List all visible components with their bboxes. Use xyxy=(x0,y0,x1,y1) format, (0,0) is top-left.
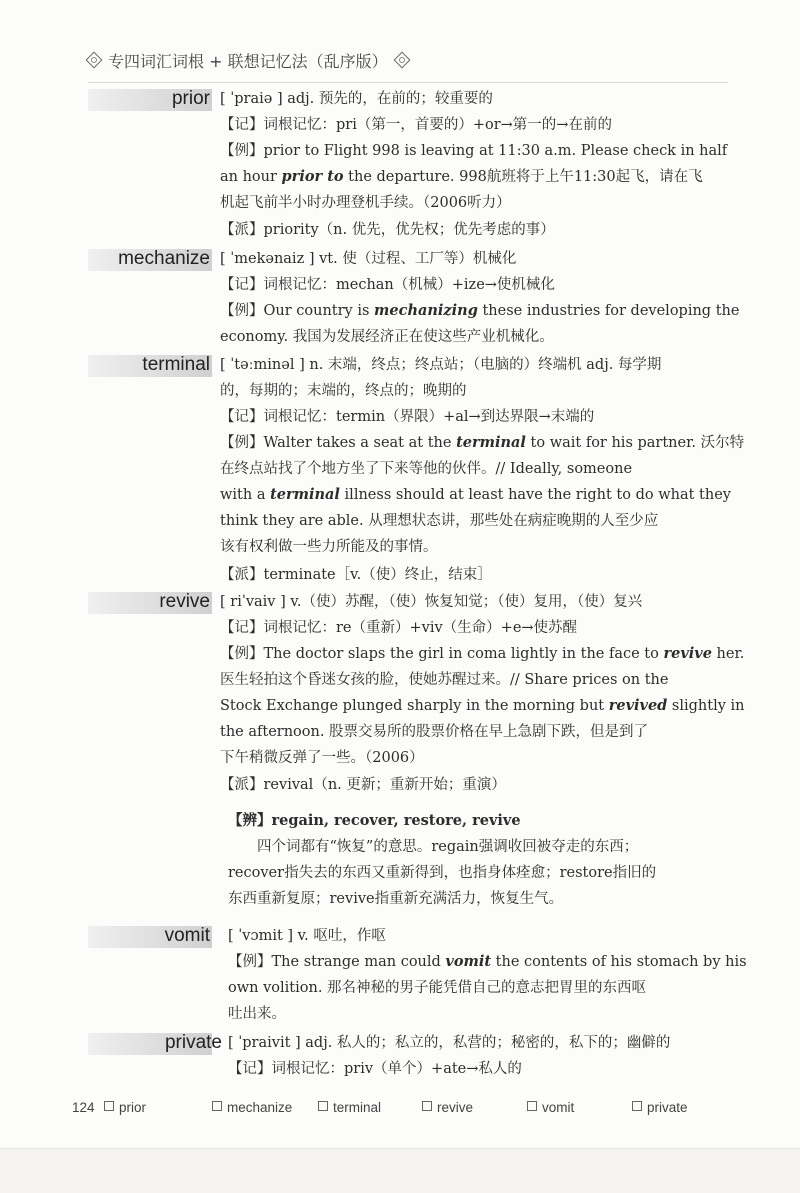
footer-index-item: vomit xyxy=(527,1100,574,1115)
checkbox-square-icon xyxy=(632,1101,642,1111)
headword-mechanize: mechanize xyxy=(118,248,210,269)
footer-index-item: mechanize xyxy=(212,1100,292,1115)
headword-prior: prior xyxy=(171,88,210,109)
example-translation: economy. 我国为发展经济正在使这些产业机械化。 xyxy=(220,329,554,345)
example-cont: 医生轻拍这个昏迷女孩的脸，使她苏醒过来。// Share prices on the xyxy=(220,672,669,688)
checkbox-square-icon xyxy=(212,1101,222,1111)
headword-terminal: terminal xyxy=(142,354,210,375)
example-cont: 吐出来。 xyxy=(228,1006,286,1022)
derivative: 【派】priority（n. 优先，优先权；优先考虑的事） xyxy=(220,222,555,238)
pron-def: [ ˈpraivit ] adj. 私人的；私立的，私营的；秘密的，私下的；幽僻的 xyxy=(228,1035,671,1051)
diamond-ornament-icon xyxy=(86,52,103,69)
example-cont: 该有权利做一些力所能及的事情。 xyxy=(220,539,438,555)
mnemonic: 【记】词根记忆：termin（界限）+al→到达界限→末端的 xyxy=(220,409,595,425)
headword-revive: revive xyxy=(159,591,210,612)
example: 【例】The doctor slaps the girl in coma lightly in the face to revive her. xyxy=(220,645,745,662)
checkbox-square-icon xyxy=(318,1101,328,1111)
headword-vomit: vomit xyxy=(164,925,210,946)
example-cont: 下午稍微反弹了一些。（2006） xyxy=(220,750,424,766)
distinguish-text: 东西重新复原；revive指重新充满活力，恢复生气。 xyxy=(228,891,564,907)
pron-def: [ ˈvɔmit ] v. 呕吐，作呕 xyxy=(228,928,386,944)
mnemonic: 【记】词根记忆：re（重新）+viv（生命）+e→使苏醒 xyxy=(220,620,578,636)
checkbox-square-icon xyxy=(104,1101,114,1111)
running-header xyxy=(88,46,408,74)
pron-def-cont: 的，每期的；末端的，终点的；晚期的 xyxy=(220,383,467,399)
example: 【例】Our country is mechanizing these industries for developing the xyxy=(220,302,740,319)
checkbox-square-icon xyxy=(527,1101,537,1111)
example-cont: with a terminal illness should at least have the right to do what they xyxy=(220,486,731,503)
distinguish-text: 四个词都有“恢复”的意思。regain强调收回被夺走的东西； xyxy=(257,839,639,855)
header-rule xyxy=(88,82,728,83)
example: 【例】prior to Flight 998 is leaving at 11:30 a.m. Please check in half xyxy=(220,143,728,159)
example: 【例】The strange man could vomit the contents of his stomach by his xyxy=(228,953,747,970)
example-cont: 在终点站找了个地方坐了下来等他的伙伴。// Ideally, someone xyxy=(220,461,633,477)
example: 【例】Walter takes a seat at the terminal to wait for his partner. 沃尔特 xyxy=(220,434,745,451)
footer-index-item: prior xyxy=(104,1100,146,1115)
mnemonic: 【记】词根记忆：pri（第一，首要的）+or→第一的→在前的 xyxy=(220,117,612,133)
pron-def: [ ˈmekənaiz ] vt. 使（过程、工厂等）机械化 xyxy=(220,251,517,267)
pron-def: [ riˈvaiv ] v.（使）苏醒，（使）恢复知觉；（使）复用，（使）复兴 xyxy=(220,594,643,610)
example-cont: think they are able. 从理想状态讲，那些处在病症晚期的人至少应 xyxy=(220,513,659,529)
distinguish-text: recover指失去的东西又重新得到，也指身体痊愈；restore指旧的 xyxy=(228,865,657,881)
diamond-ornament-icon xyxy=(393,52,410,69)
footer-index-item: private xyxy=(632,1100,688,1115)
example-translation: 机起飞前半小时办理登机手续。（2006听力） xyxy=(220,195,511,211)
page-number: 124 xyxy=(72,1100,95,1115)
example-cont: own volition. 那名神秘的男子能凭借自己的意志把胃里的东西呕 xyxy=(228,980,647,996)
mnemonic: 【记】词根记忆：mechan（机械）+ize→使机械化 xyxy=(220,277,555,293)
derivative: 【派】terminate［v.（使）终止，结束］ xyxy=(220,567,492,583)
mnemonic: 【记】词根记忆：priv（单个）+ate→私人的 xyxy=(228,1061,522,1077)
footer-index-item: revive xyxy=(422,1100,473,1115)
pron-def: [ ˈpraiə ] adj. 预先的，在前的；较重要的 xyxy=(220,91,493,107)
example-cont: an hour prior to the departure. 998航班将于上午11:30起飞，请在飞 xyxy=(220,168,703,185)
derivative: 【派】revival（n. 更新；重新开始；重演） xyxy=(220,777,506,793)
example-cont: Stock Exchange plunged sharply in the morning but revived slightly in xyxy=(220,697,745,714)
header-title: 专四词汇词根 + 联想记忆法（乱序版） xyxy=(108,51,388,71)
pron-def: [ ˈtəːminəl ] n. 末端，终点；终点站；（电脑的）终端机 adj. 每学期 xyxy=(220,357,662,373)
page-footer xyxy=(72,1100,728,1122)
footer-index-item: terminal xyxy=(318,1100,381,1115)
example-cont: the afternoon. 股票交易所的股票价格在早上急剧下跌，但是到了 xyxy=(220,724,649,740)
checkbox-square-icon xyxy=(422,1101,432,1111)
headword-private: private xyxy=(164,1032,222,1053)
distinguish-heading: 【辨】regain, recover, restore, revive xyxy=(228,812,521,829)
